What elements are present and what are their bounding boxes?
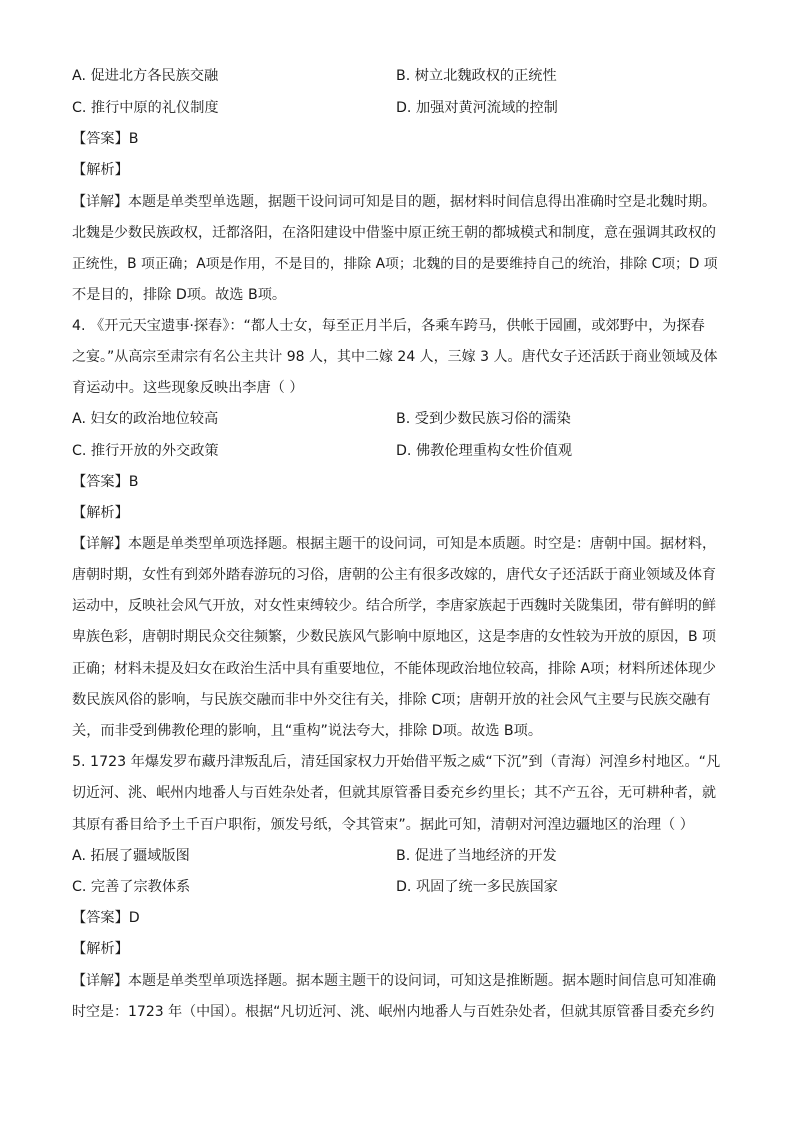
q3-detail-line: 不是目的，排除 D项。故选 B项。 bbox=[72, 287, 287, 303]
q3-detail-line: 正统性，B 项正确；A项是作用，不是目的，排除 A项；北魏的目的是要维持自己的统治，排除 C项；D 项 bbox=[72, 256, 718, 272]
q4-option-b: B. 受到少数民族习俗的濡染 bbox=[396, 411, 571, 427]
q4-option-d: D. 佛教伦理重构女性价值观 bbox=[396, 443, 573, 459]
q4-detail-line: 关，而非受到佛教伦理的影响，且“重构”说法夸大，排除 D项。故选 B项。 bbox=[72, 723, 543, 739]
q4-stem-line: 4. 《开元天宝遗事·探春》：“都人士女，每至正月半后，各乘车跨马，供帐于园圃，或郊野中，为探春 bbox=[72, 318, 705, 334]
q4-detail-line: 卑族色彩，唐朝时期民众交往频繁，少数民族风气影响中原地区，这是李唐的女性较为开放的原因，B 项 bbox=[72, 629, 717, 645]
q3-option-c: C. 推行中原的礼仪制度 bbox=[72, 100, 219, 116]
q4-detail-line: 正确；材料未提及妇女在政治生活中具有重要地位，不能体现政治地位较高，排除 A项；材料所述体现少 bbox=[72, 661, 717, 677]
q3-option-b: B. 树立北魏政权的正统性 bbox=[396, 68, 557, 84]
q4-detail-line: 数民族风俗的影响，与民族交融而非中外交往有关，排除 C项；唐朝开放的社会风气主要与民族交融有 bbox=[72, 692, 711, 708]
q4-detail-line: 唐朝时期，女性有到郊外踏春游玩的习俗，唐朝的公主有很多改嫁的，唐代女子还活跃于商业领域及体育 bbox=[72, 567, 716, 583]
q3-analysis-heading: 【解析】 bbox=[72, 162, 129, 178]
q4-answer: 【答案】B bbox=[72, 474, 139, 490]
q3-option-a: A. 促进北方各民族交融 bbox=[72, 68, 219, 84]
q5-detail-line: 【详解】本题是单类型单项选择题。据本题主题干的设问词，可知这是推断题。据本题时间信息可知准确 bbox=[72, 973, 716, 989]
q5-option-c: C. 完善了宗教体系 bbox=[72, 879, 191, 895]
q5-stem-line: 切近河、洮、岷州内地番人与百姓杂处者，但就其原管番目委充乡约里长；其不产五谷，无可耕种者，就 bbox=[72, 785, 716, 801]
q5-stem-line: 5. 1723 年爆发罗布藏丹津叛乱后，清廷国家权力开始借平叛之威“下沉”到（青海）河湟乡村地区。“凡 bbox=[72, 754, 721, 770]
q3-answer: 【答案】B bbox=[72, 131, 139, 147]
q4-option-c: C. 推行开放的外交政策 bbox=[72, 443, 219, 459]
q5-analysis-heading: 【解析】 bbox=[72, 941, 129, 957]
q4-detail-line: 运动中，反映社会风气开放，对女性束缚较少。结合所学，李唐家族起于西魏时关陇集团，带有鲜明的鲜 bbox=[72, 598, 716, 614]
q5-option-a: A. 拓展了疆域版图 bbox=[72, 848, 190, 864]
q3-detail-line: 北魏是少数民族政权，迁都洛阳，在洛阳建设中借鉴中原正统王朝的都城模式和制度，意在强调其政权的 bbox=[72, 225, 716, 241]
q4-stem-line: 育运动中。这些现象反映出李唐（ ） bbox=[72, 380, 304, 396]
q5-stem-line: 其原有番目给予土千百户职衔，颁发号纸，令其管束”。据此可知，清朝对河湟边疆地区的治理（ ） bbox=[72, 817, 694, 833]
q3-option-d: D. 加强对黄河流域的控制 bbox=[396, 100, 558, 116]
q5-option-b: B. 促进了当地经济的开发 bbox=[396, 848, 557, 864]
q4-detail-line: 【详解】本题是单类型单项选择题。根据主题干的设问词，可知是本质题。时空是：唐朝中国。据材料， bbox=[72, 536, 716, 552]
q4-option-a: A. 妇女的政治地位较高 bbox=[72, 411, 219, 427]
q5-answer: 【答案】D bbox=[72, 910, 140, 926]
q3-detail-line: 【详解】本题是单类型单选题，据题干设问词可知是目的题，据材料时间信息得出准确时空是北魏时期。 bbox=[72, 194, 716, 210]
q5-detail-line: 时空是：1723 年（中国）。根据“凡切近河、洮、岷州内地番人与百姓杂处者，但就其原管番目委充乡约 bbox=[72, 1004, 715, 1020]
q4-stem-line: 之宴。”从高宗至肃宗有名公主共计 98 人，其中二嫁 24 人，三嫁 3 人。唐代女子还活跃于商业领域及体 bbox=[72, 349, 718, 365]
q4-analysis-heading: 【解析】 bbox=[72, 505, 129, 521]
q5-option-d: D. 巩固了统一多民族国家 bbox=[396, 879, 558, 895]
